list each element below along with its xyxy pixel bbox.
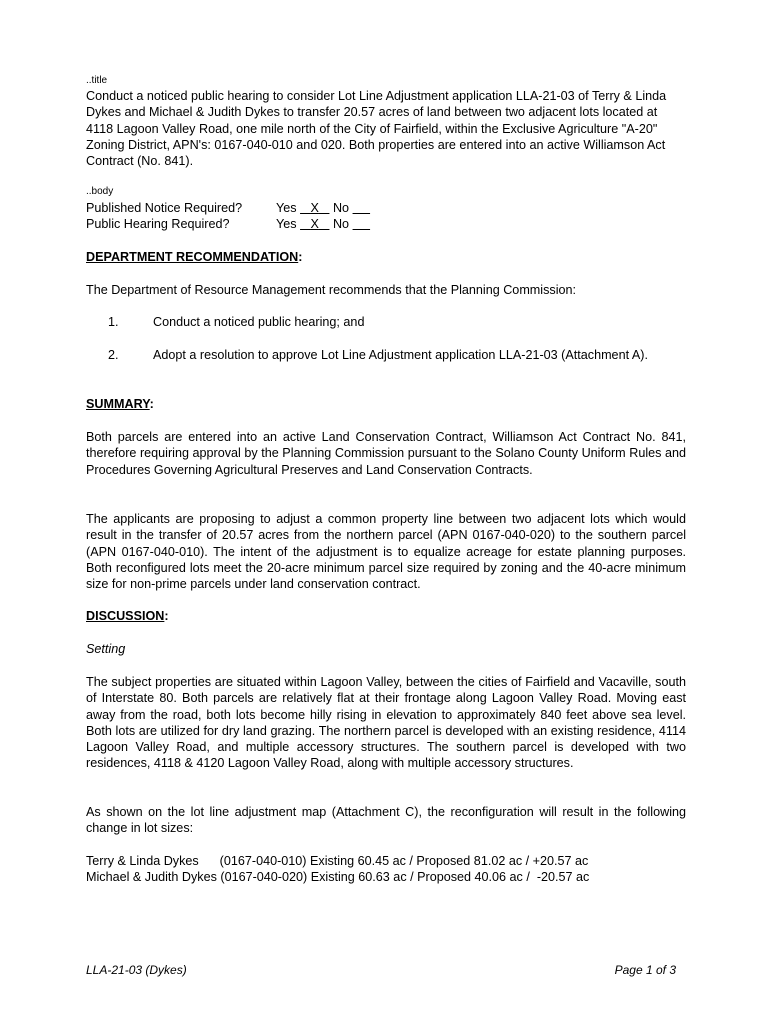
lot-change-line: Terry & Linda Dykes (0167-040-010) Existing 60.45 ac / Proposed 81.02 ac / +20.57 ac [86, 854, 589, 868]
recommendation-item: Conduct a noticed public hearing; and [153, 315, 365, 329]
summary-heading: SUMMARY [86, 397, 150, 411]
discussion-paragraph-2: As shown on the lot line adjustment map (Attachment C), the reconfiguration will result in the following change in lot sizes: [86, 805, 686, 836]
discussion-subheading: Setting [86, 642, 126, 656]
recommendation-intro: The Department of Resource Management recommends that the Planning Commission: [86, 283, 576, 297]
discussion-heading: DISCUSSION [86, 609, 165, 623]
title-marker: ..title [86, 75, 108, 86]
notice-no: No [332, 201, 350, 215]
recommendation-item-number: 2. [108, 348, 119, 362]
notice-yes-mark: X [310, 217, 319, 231]
notice-yes-mark: X [310, 201, 319, 215]
recommendation-item-number: 1. [108, 315, 119, 329]
discussion-paragraph-1: The subject properties are situated within Lagoon Valley, between the cities of Fairfield and Vacaville, south of Interstate 80. Both parcels are relatively flat at their frontage along Lagoon Valley Road. Moving east away from the road, both lots become hilly rising in elevation to approximately 840 feet above sea level. Both lots are utilized for dry land grazing. The northern parcel is developed with an existing residence, 4114 Lagoon Valley Road, and multiple accessory structures. The southern parcel is developed with two residences, 4118 & 4120 Lagoon Valley Road, along with multiple accessory structures. [86, 675, 686, 771]
discussion-heading-row: DISCUSSION: [86, 609, 169, 623]
recommendation-item: Adopt a resolution to approve Lot Line Adjustment application LLA-21-03 (Attachment A). [153, 348, 648, 362]
footer-document-id: LLA-21-03 (Dykes) [86, 963, 187, 977]
footer-page-number: Page 1 of 3 [614, 963, 676, 977]
notice-label: Published Notice Required? [86, 201, 243, 215]
notice-yes: Yes [276, 217, 297, 231]
notice-no: No [332, 217, 350, 231]
lot-change-line: Michael & Judith Dykes (0167-040-020) Existing 60.63 ac / Proposed 40.06 ac / -20.57 ac [86, 870, 590, 884]
body-marker: ..body [86, 186, 114, 197]
notice-label: Public Hearing Required? [86, 217, 230, 231]
summary-paragraph-2: The applicants are proposing to adjust a common property line between two adjacent lots which would result in the transfer of 20.57 acres from the northern parcel (APN 0167-040-020) to the southern parcel (APN 0167-040-010). The intent of the adjustment is to equalize acreage for estate planning purposes. Both reconfigured lots meet the 20-acre minimum parcel size required by zoning and the 40-acre minimum size for non-prime parcels under land conservation contract. [86, 512, 686, 592]
notice-yes: Yes [276, 201, 297, 215]
recommendation-heading-row: DEPARTMENT RECOMMENDATION: [86, 250, 303, 264]
notice-row-hearing [86, 216, 370, 232]
notice-row-published [86, 200, 370, 216]
recommendation-heading: DEPARTMENT RECOMMENDATION [86, 250, 299, 264]
summary-heading-row: SUMMARY: [86, 397, 154, 411]
title-text: Conduct a noticed public hearing to consider Lot Line Adjustment application LLA-21-03 of Terry & Linda Dykes and Michael & Judith Dykes to transfer 20.57 acres of land between two adjacent lots located at 4118 Lagoon Valley Road, one mile north of the City of Fairfield, within the Exclusive Agriculture "A-20" Zoning District, APN's: 0167-040-010 and 020. Both properties are entered into an active Williamson Act Contract (No. 841). [86, 89, 667, 169]
summary-paragraph-1: Both parcels are entered into an active Land Conservation Contract, Williamson Act Contract No. 841, therefore requiring approval by the Planning Commission pursuant to the Solano County Uniform Rules and Procedures Governing Agricultural Preserves and Land Conservation Contracts. [86, 430, 686, 477]
